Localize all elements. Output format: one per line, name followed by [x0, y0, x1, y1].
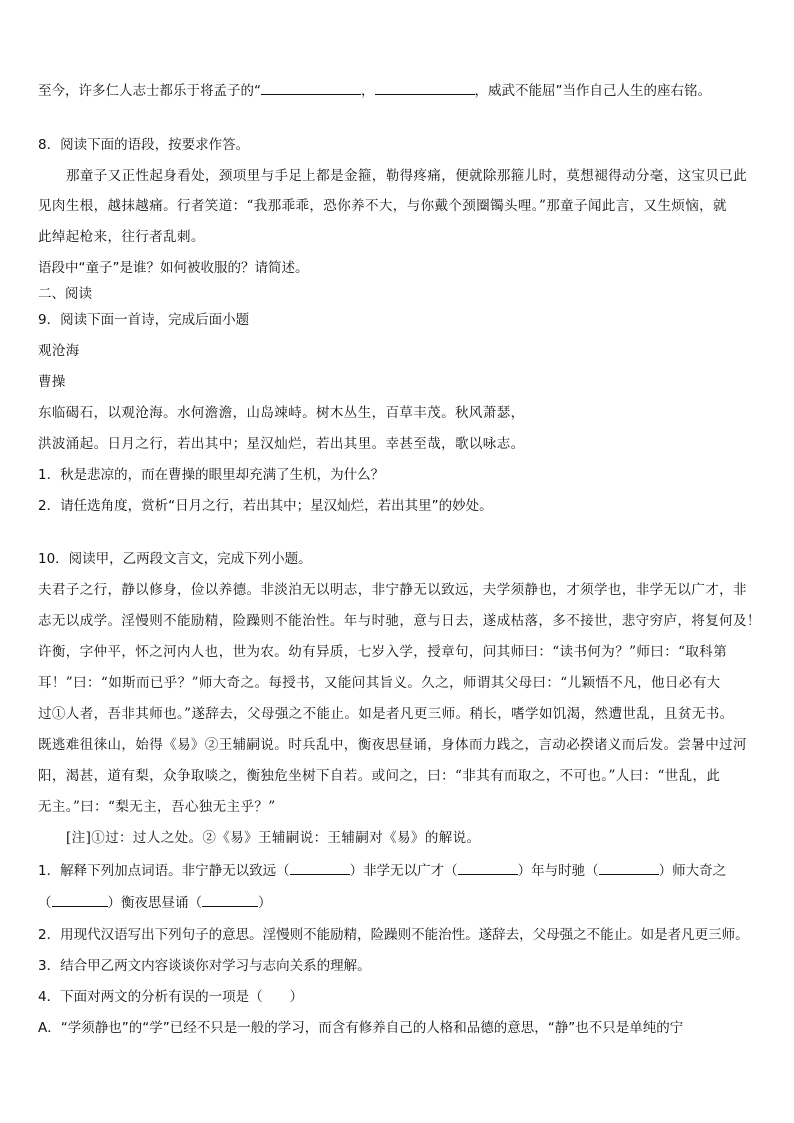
q10-sub3: 3．结合甲乙两文内容谈谈你对学习与志向关系的理解。: [38, 958, 371, 974]
q9-sub2: 2．请任选角度，赏析“日月之行，若出其中；星汉灿烂，若出其里”的妙处。: [38, 498, 493, 514]
q10-passage-line: 耳！”曰：“如斯而已乎？”师大奇之。每授书，又能问其旨义。久之，师谓其父母曰：“儿颖悟不凡，他日必有大: [38, 675, 721, 691]
poem-line: 洪波涌起。日月之行，若出其中；星汉灿烂，若出其里。幸甚至哉，歌以咏志。: [38, 436, 525, 452]
q10-passage-line: 过①人者，吾非其师也。”遂辞去，父母强之不能止。如是者凡更三师。稍长，嗜学如饥渴，然遭世乱，且贫无书。: [38, 706, 734, 722]
q9-heading: 9．阅读下面一首诗，完成后面小题: [38, 312, 250, 328]
q9-sub1: 1．秋是悲凉的，而在曹操的眼里却充满了生机，为什么？: [38, 467, 385, 483]
q8-passage-line: 见肉生根，越抹越痛。行者笑道：“我那乖乖，恐你养不大，与你戴个颈圈镯头哩。”那童子闻此言，又生烦恼，就: [38, 198, 727, 214]
poem-author: 曹操: [38, 374, 66, 390]
q10-passage-line: 许衡，字仲平，怀之河内人也，世为农。幼有异质，七岁入学，授章句，问其师曰：“读书何为？”师曰：“取科第: [38, 644, 728, 660]
q10-sub4: 4．下面对两文的分析有误的一项是（ ）: [38, 989, 304, 1005]
q8-passage-line: 此绰起枪来，往行者乱刺。: [38, 229, 205, 245]
poem-line: 东临碣石，以观沧海。水何澹澹，山岛竦峙。树木丛生，百草丰茂。秋风萧瑟，: [38, 405, 525, 421]
answer-blank[interactable]: [458, 860, 518, 875]
q10-passage-line: 志无以成学。淫慢则不能励精，险躁则不能治性。年与时驰，意与日去，遂成枯落，多不接世，悲守穷庐，将复何及！: [38, 613, 761, 629]
q10-sub1-text: ）衡夜思昼诵（: [107, 895, 202, 911]
q7-text-mid: ，: [361, 83, 375, 99]
q7-line: [38, 80, 711, 101]
q10-sub1-text: ）年与时驰（: [517, 863, 599, 879]
section-heading: 二、阅读: [38, 286, 92, 302]
q10-passage-line: 既逃难徂徕山，始得《易》②王辅嗣说。时兵乱中，衡夜思昼诵，身体而力践之，言动必揆诸义而后发。尝暑中过河: [38, 737, 747, 753]
q10-heading: 10．阅读甲，乙两段文言文，完成下列小题。: [38, 551, 312, 567]
q10-passage-line: 阳，渴甚，道有梨，众争取啖之，衡独危坐树下自若。或问之，曰：“非其有而取之，不可也。”人曰：“世乱，此: [38, 768, 721, 784]
answer-blank[interactable]: [261, 80, 361, 95]
poem-title: 观沧海: [38, 343, 80, 359]
q7-text-before: 至今，许多仁人志士都乐于将孟子的“: [38, 83, 261, 99]
q10-sub1-text: ）非学无以广才（: [349, 863, 458, 879]
q10-sub1-text: ）师大奇之: [658, 863, 727, 879]
q10-sub2: 2．用现代汉语写出下列句子的意思。淫慢则不能励精，险躁则不能治性。遂辞去，父母强之不能止。如是者凡更三师。: [38, 927, 749, 943]
q10-sub1: [38, 860, 726, 881]
q10-note: [注]①过：过人之处。②《易》王辅嗣说：王辅嗣对《易》的解说。: [66, 830, 481, 846]
q8-passage-line: 那童子又正性起身看处，颈项里与手足上都是金箍，勒得疼痛，便就除那箍儿时，莫想褪得动分毫，这宝贝已此: [66, 168, 748, 184]
answer-blank[interactable]: [375, 80, 475, 95]
q10-sub1-text: （: [38, 895, 52, 911]
answer-blank[interactable]: [202, 892, 258, 907]
q10-option-a: A．“学须静也”的“学”已经不只是一般的学习，而含有修养自己的人格和品德的意思，“静”也不只是单纯的宁: [38, 1020, 684, 1036]
q7-text-after: ，威武不能屈”当作自己人生的座右铭。: [474, 83, 711, 99]
q10-sub1-text: ）: [258, 895, 272, 911]
q8-question: 语段中“童子”是谁？如何被收服的？请简述。: [38, 260, 309, 276]
q8-heading: 8．阅读下面的语段，按要求作答。: [38, 137, 250, 153]
q10-passage-line: 无主。”曰：“梨无主，吾心独无主乎？”: [38, 799, 276, 815]
q10-sub1-text: 1．解释下列加点词语。非宁静无以致远（: [38, 863, 290, 879]
q10-passage-line: 夫君子之行，静以修身，俭以养德。非淡泊无以明志，非宁静无以致远，夫学须静也，才须学也，非学无以广才，非: [38, 582, 747, 598]
answer-blank[interactable]: [52, 892, 108, 907]
q10-sub1-cont: [38, 892, 272, 913]
answer-blank[interactable]: [599, 860, 659, 875]
answer-blank[interactable]: [290, 860, 350, 875]
